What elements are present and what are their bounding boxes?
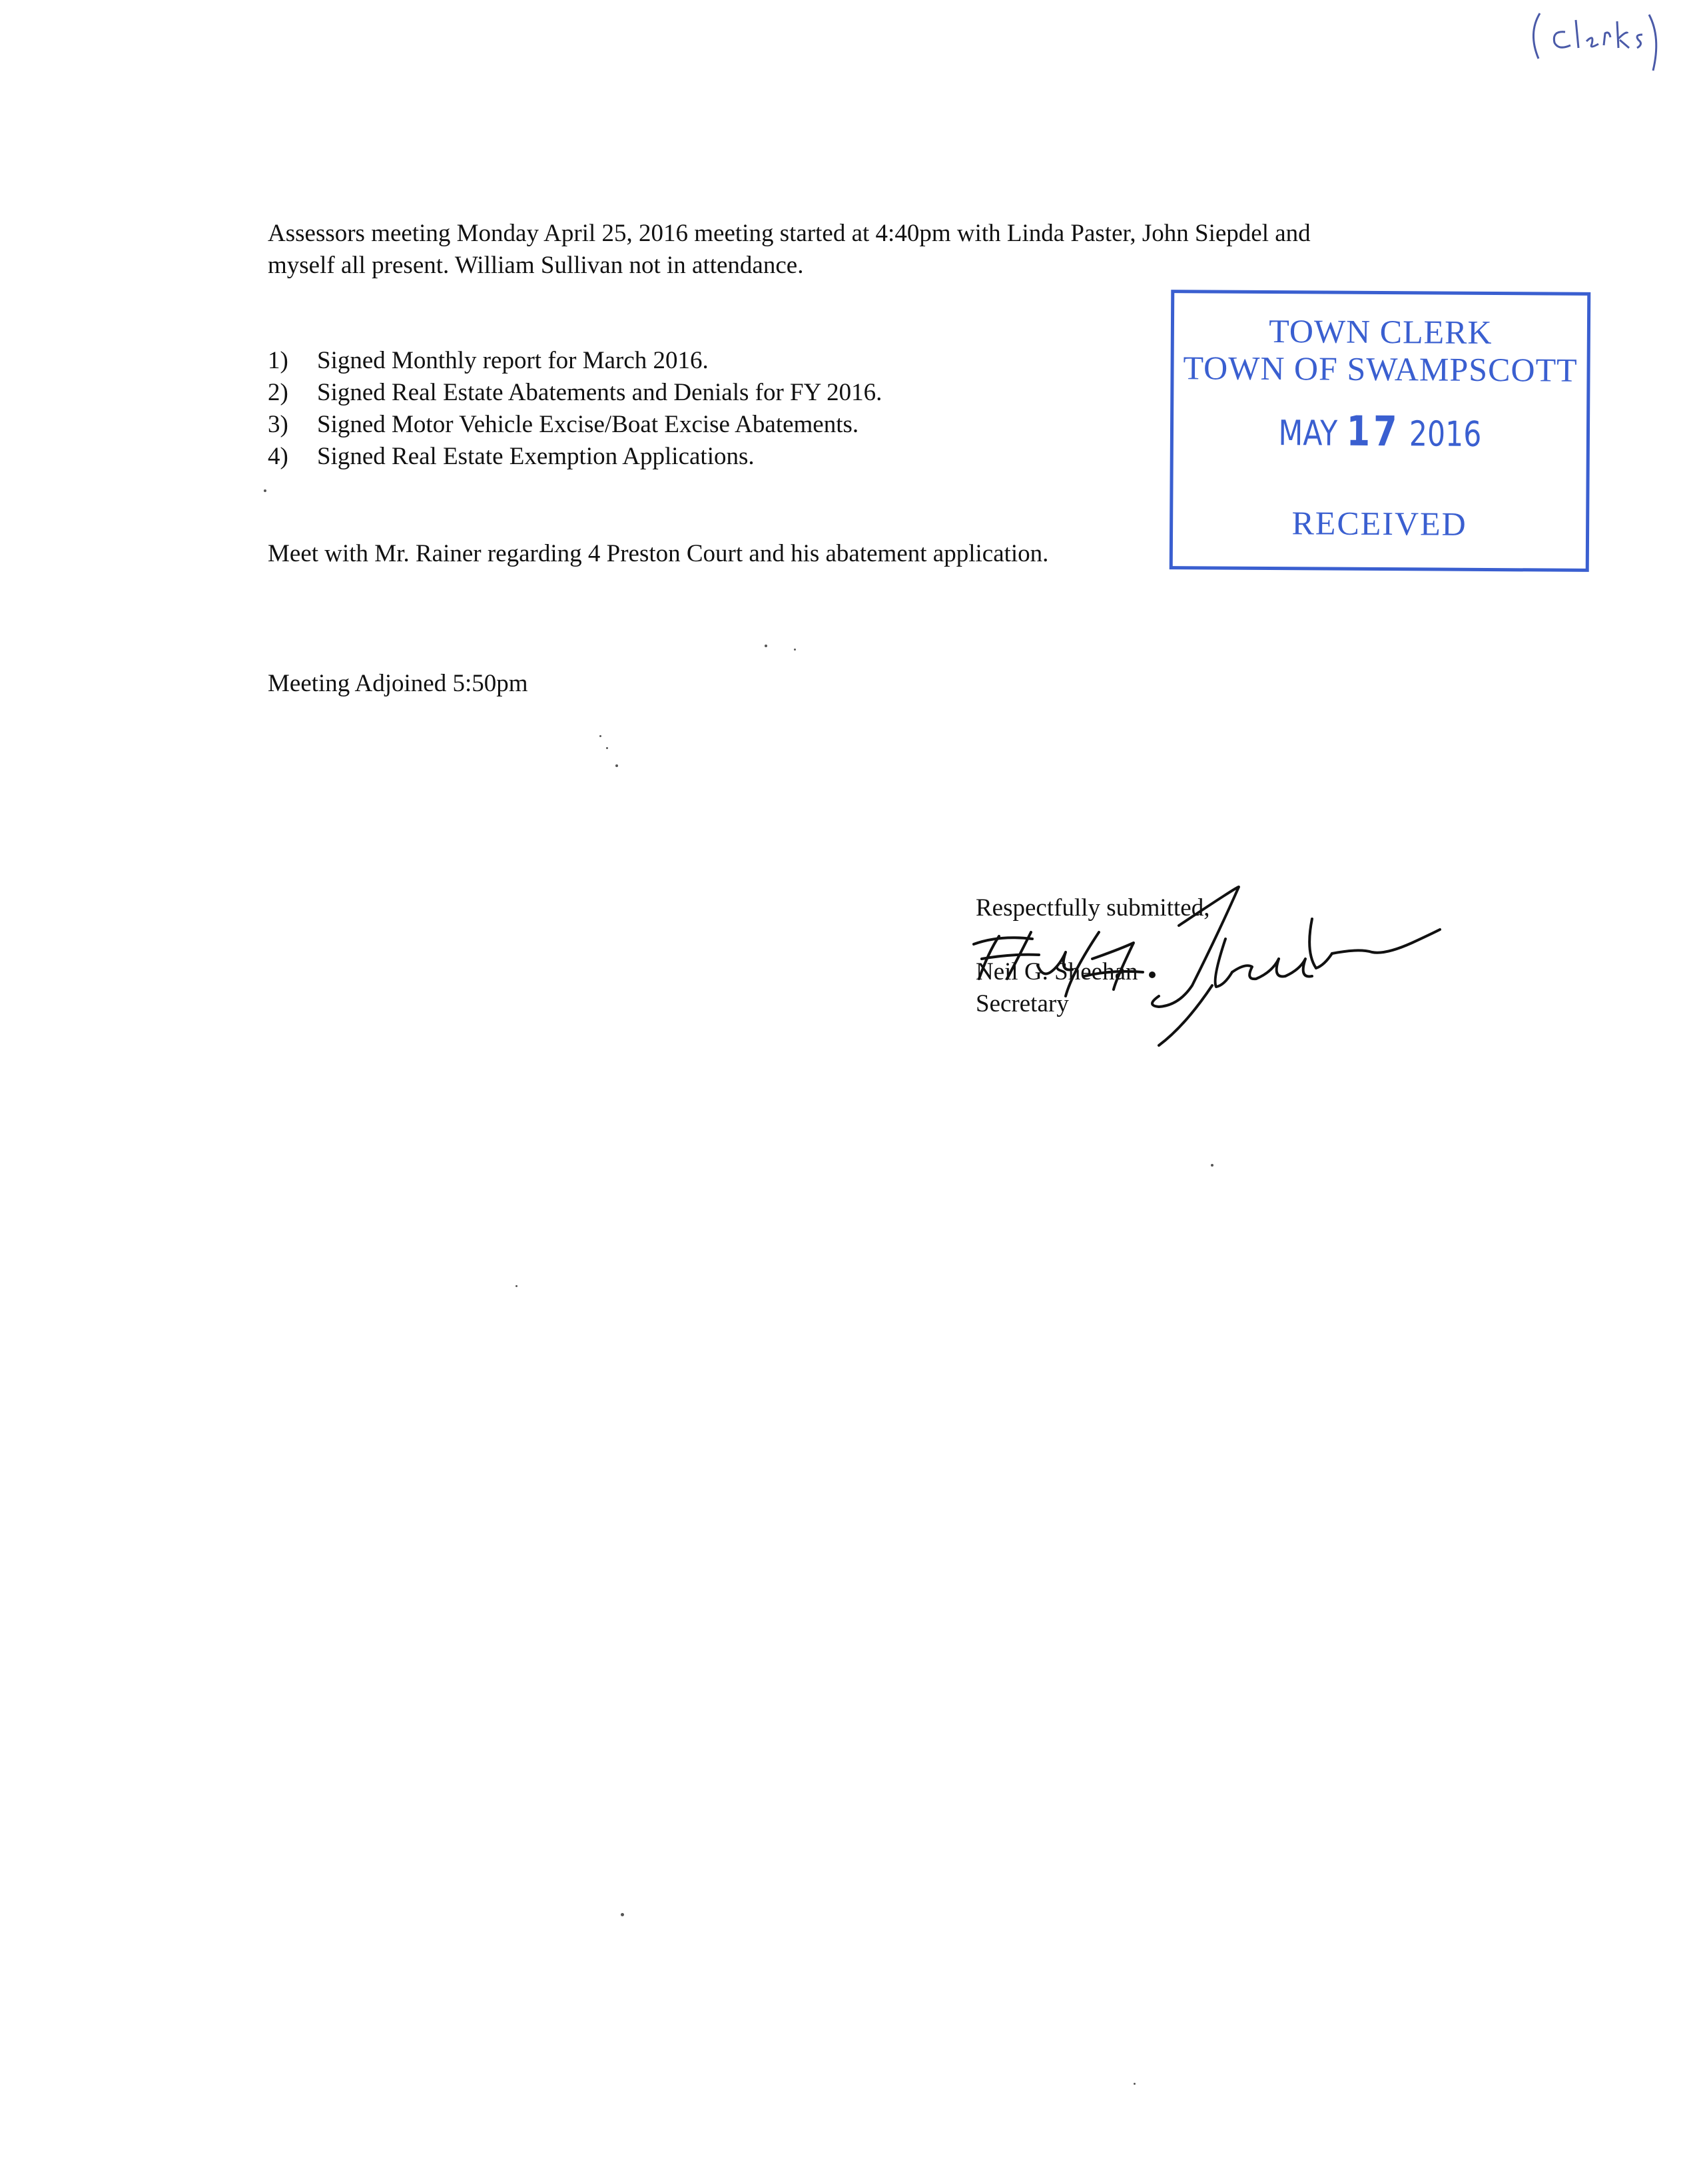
intro-line-2: myself all present. William Sullivan not in attendance. (268, 252, 804, 279)
list-item-text: Signed Real Estate Abatements and Denials for FY 2016. (317, 379, 882, 406)
intro-paragraph (268, 218, 1311, 282)
scan-speck (606, 747, 608, 749)
list-item (268, 345, 882, 377)
list-item-number: 1) (268, 347, 288, 374)
handwritten-signature (959, 879, 1465, 1052)
stamp-month: MAY (1278, 413, 1338, 454)
stamp-line-1: TOWN CLERK (1269, 312, 1493, 352)
scan-speck (599, 735, 601, 737)
action-list (268, 345, 882, 473)
scan-speck (1134, 2083, 1136, 2085)
list-item (268, 377, 882, 409)
signer-title: Secretary (976, 990, 1069, 1017)
adjourned-line: Meeting Adjoined 5:50pm (268, 670, 528, 697)
list-item-number: 2) (268, 379, 288, 406)
scan-speck (1211, 1164, 1213, 1167)
stamp-line-2: TOWN OF SWAMPSCOTT (1183, 349, 1578, 389)
scan-speck (264, 489, 266, 492)
meeting-note: Meet with Mr. Rainer regarding 4 Preston Court and his abatement application. (268, 540, 1049, 567)
scan-speck (794, 649, 796, 651)
list-item-text: Signed Monthly report for March 2016. (317, 347, 709, 374)
list-item (268, 441, 882, 473)
list-item (268, 409, 882, 441)
handwritten-clerks-note (1525, 7, 1665, 73)
received-stamp (1170, 290, 1591, 572)
scan-speck (515, 1285, 517, 1287)
scan-speck (765, 645, 767, 647)
signer-name: Neil G. Sheehan (976, 958, 1138, 985)
closing-salutation: Respectfully submitted, (976, 894, 1210, 922)
stamp-year: 2016 (1409, 414, 1482, 455)
stamp-status: RECEIVED (1291, 504, 1467, 543)
stamp-day: 17 (1346, 406, 1401, 456)
list-item-text: Signed Motor Vehicle Excise/Boat Excise Abatements. (317, 411, 859, 438)
scan-speck (621, 1913, 624, 1916)
list-item-number: 3) (268, 411, 288, 438)
intro-line-1: Assessors meeting Monday April 25, 2016 meeting started at 4:40pm with Linda Paster, John Siepdel and (268, 220, 1311, 247)
list-item-text: Signed Real Estate Exemption Applications. (317, 443, 755, 470)
scan-speck (615, 764, 618, 767)
stamp-date (1211, 406, 1550, 459)
list-item-number: 4) (268, 443, 288, 470)
